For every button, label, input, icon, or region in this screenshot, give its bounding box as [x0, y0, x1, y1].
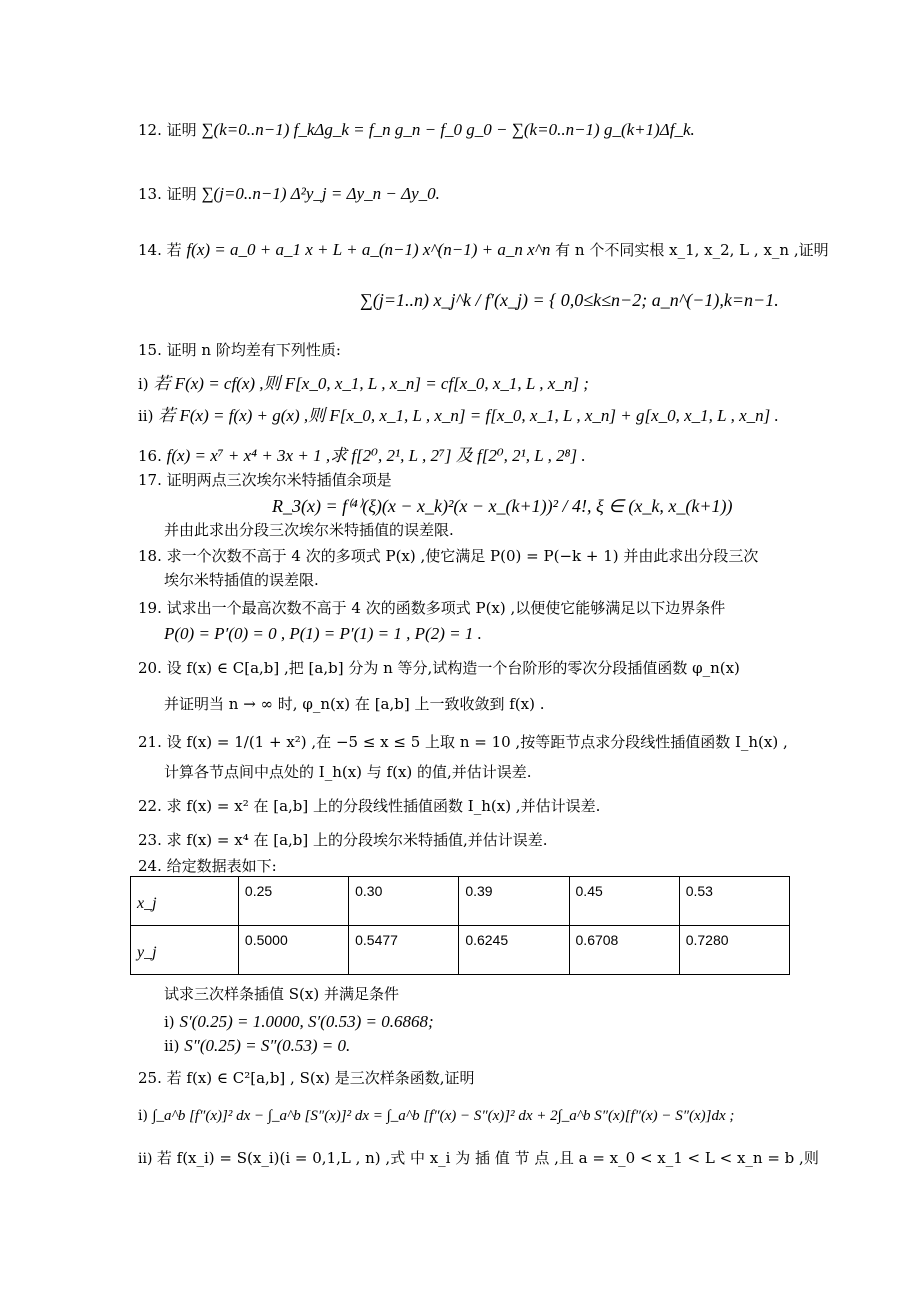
table-cell: 0.6708	[569, 926, 679, 975]
problem-23: 23. 求 f(x) = x⁴ 在 [a,b] 上的分段埃尔米特插值,并估计误差.	[138, 831, 548, 849]
problem-number: i)	[138, 375, 149, 393]
problem-18: 18. 求一个次数不高于 4 次的多项式 P(x) ,使它满足 P(0) = P(−k + 1) 并由此求出分段三次	[138, 547, 759, 565]
problem-24-cont: 试求三次样条插值 S(x) 并满足条件	[164, 985, 399, 1003]
problem-24: 24. 给定数据表如下:	[138, 857, 277, 875]
problem-17: 17. 证明两点三次埃尔米特插值余项是	[138, 471, 392, 489]
problem-22: 22. 求 f(x) = x² 在 [a,b] 上的分段线性插值函数 I_h(x) ,并估计误差.	[138, 797, 601, 815]
problem-number: ii)	[138, 407, 154, 425]
problem-number: 25.	[138, 1069, 162, 1087]
problem-14: 14. 若 f(x) = a_0 + a_1 x + L + a_(n−1) x^(n−1) + a_n x^n 有 n 个不同实根 x_1, x_2, L , x_n ,证明	[138, 240, 829, 259]
data-table	[130, 876, 790, 975]
problem-number: 22.	[138, 797, 162, 815]
problem-15-ii: ii) 若 F(x) = f(x) + g(x) ,则 F[x_0, x_1, L , x_n] = f[x_0, x_1, L , x_n] + g[x_0, x_1, L , x_n] .	[138, 406, 779, 425]
problem-24-ii: ii) S″(0.25) = S″(0.53) = 0.	[164, 1036, 351, 1055]
equation: f(x) = a_0 + a_1 x + L + a_(n−1) x^(n−1) + a_n x^n	[186, 240, 551, 259]
problem-number: ii)	[164, 1037, 180, 1055]
formula-14: ∑(j=1..n) x_j^k / f′(x_j) = { 0,0≤k≤n−2; a_n^(−1),k=n−1.	[360, 290, 779, 310]
table-cell: 0.25	[238, 877, 348, 926]
problem-15: 15. 证明 n 阶均差有下列性质:	[138, 341, 341, 359]
problem-24-i: i) S′(0.25) = 1.0000, S′(0.53) = 0.6868;	[164, 1012, 434, 1031]
row-header-y: y_j	[131, 926, 239, 975]
problem-number: 17.	[138, 471, 162, 489]
problem-15-i: i) 若 F(x) = cf(x) ,则 F[x_0, x_1, L , x_n] = cf[x_0, x_1, L , x_n] ;	[138, 374, 589, 393]
row-header-x: x_j	[131, 877, 239, 926]
problem-number: 19.	[138, 599, 162, 617]
equation: ∑(k=0..n−1) f_kΔg_k = f_n g_n − f_0 g_0 − ∑(k=0..n−1) g_(k+1)Δf_k.	[201, 120, 695, 139]
problem-number: ii)	[138, 1151, 153, 1167]
table-cell: 0.5477	[349, 926, 459, 975]
problem-19: 19. 试求出一个最高次数不高于 4 次的函数多项式 P(x) ,以便使它能够满足以下边界条件	[138, 599, 726, 617]
problem-number: 16.	[138, 447, 162, 465]
problem-21-cont: 计算各节点间中点处的 I_h(x) 与 f(x) 的值,并估计误差.	[164, 763, 532, 781]
problem-13: 13. 证明 ∑(j=0..n−1) Δ²y_j = Δy_n − Δy_0.	[138, 184, 440, 203]
equation: ∑(j=0..n−1) Δ²y_j = Δy_n − Δy_0.	[201, 184, 440, 203]
problem-number: 18.	[138, 547, 162, 565]
problem-25: 25. 若 f(x) ∈ C²[a,b] , S(x) 是三次样条函数,证明	[138, 1069, 475, 1087]
problem-number: 15.	[138, 341, 162, 359]
problem-18-cont: 埃尔米特插值的误差限.	[164, 571, 319, 589]
formula-17: R_3(x) = f⁽⁴⁾(ξ)(x − x_k)²(x − x_(k+1))² / 4!, ξ ∈ (x_k, x_(k+1))	[272, 496, 733, 516]
table-row	[131, 926, 790, 975]
table-row	[131, 877, 790, 926]
problem-number: i)	[138, 1108, 148, 1124]
table-cell: 0.30	[349, 877, 459, 926]
problem-20: 20. 设 f(x) ∈ C[a,b] ,把 [a,b] 分为 n 等分,试构造一个台阶形的零次分段插值函数 φ_n(x)	[138, 659, 740, 677]
problem-number: 24.	[138, 857, 162, 875]
problem-17-cont: 并由此求出分段三次埃尔米特插值的误差限.	[164, 521, 454, 539]
problem-number: i)	[164, 1013, 175, 1031]
table-cell: 0.6245	[459, 926, 569, 975]
problem-20-cont: 并证明当 n → ∞ 时, φ_n(x) 在 [a,b] 上一致收敛到 f(x) .	[164, 695, 545, 713]
problem-number: 12.	[138, 121, 162, 139]
problem-number: 21.	[138, 733, 162, 751]
table-cell: 0.7280	[679, 926, 789, 975]
table-cell: 0.53	[679, 877, 789, 926]
problem-12: 12. 证明 ∑(k=0..n−1) f_kΔg_k = f_n g_n − f_0 g_0 − ∑(k=0..n−1) g_(k+1)Δf_k.	[138, 120, 695, 139]
problem-19-cont: P(0) = P′(0) = 0 , P(1) = P′(1) = 1 , P(2) = 1 .	[164, 624, 482, 643]
problem-25-ii: ii) 若 f(x_i) = S(x_i)(i = 0,1,L , n) ,式 中 x_i 为 插 值 节 点 ,且 a = x_0 < x_1 < L < x_n = b ,则	[138, 1149, 819, 1167]
problem-25-i: i) ∫_a^b [f″(x)]² dx − ∫_a^b [S″(x)]² dx = ∫_a^b [f″(x) − S″(x)]² dx + 2∫_a^b S″(x)[f″(x) − S″(x)]dx ;	[138, 1108, 735, 1124]
problem-number: 14.	[138, 241, 162, 259]
table-cell: 0.45	[569, 877, 679, 926]
problem-21: 21. 设 f(x) = 1/(1 + x²) ,在 −5 ≤ x ≤ 5 上取 n = 10 ,按等距节点求分段线性插值函数 I_h(x) ,	[138, 733, 788, 751]
problem-16: 16. f(x) = x⁷ + x⁴ + 3x + 1 ,求 f[2⁰, 2¹, L , 2⁷] 及 f[2⁰, 2¹, L , 2⁸] .	[138, 446, 586, 465]
table-cell: 0.5000	[238, 926, 348, 975]
table-cell: 0.39	[459, 877, 569, 926]
problem-number: 23.	[138, 831, 162, 849]
problem-number: 20.	[138, 659, 162, 677]
problem-number: 13.	[138, 185, 162, 203]
